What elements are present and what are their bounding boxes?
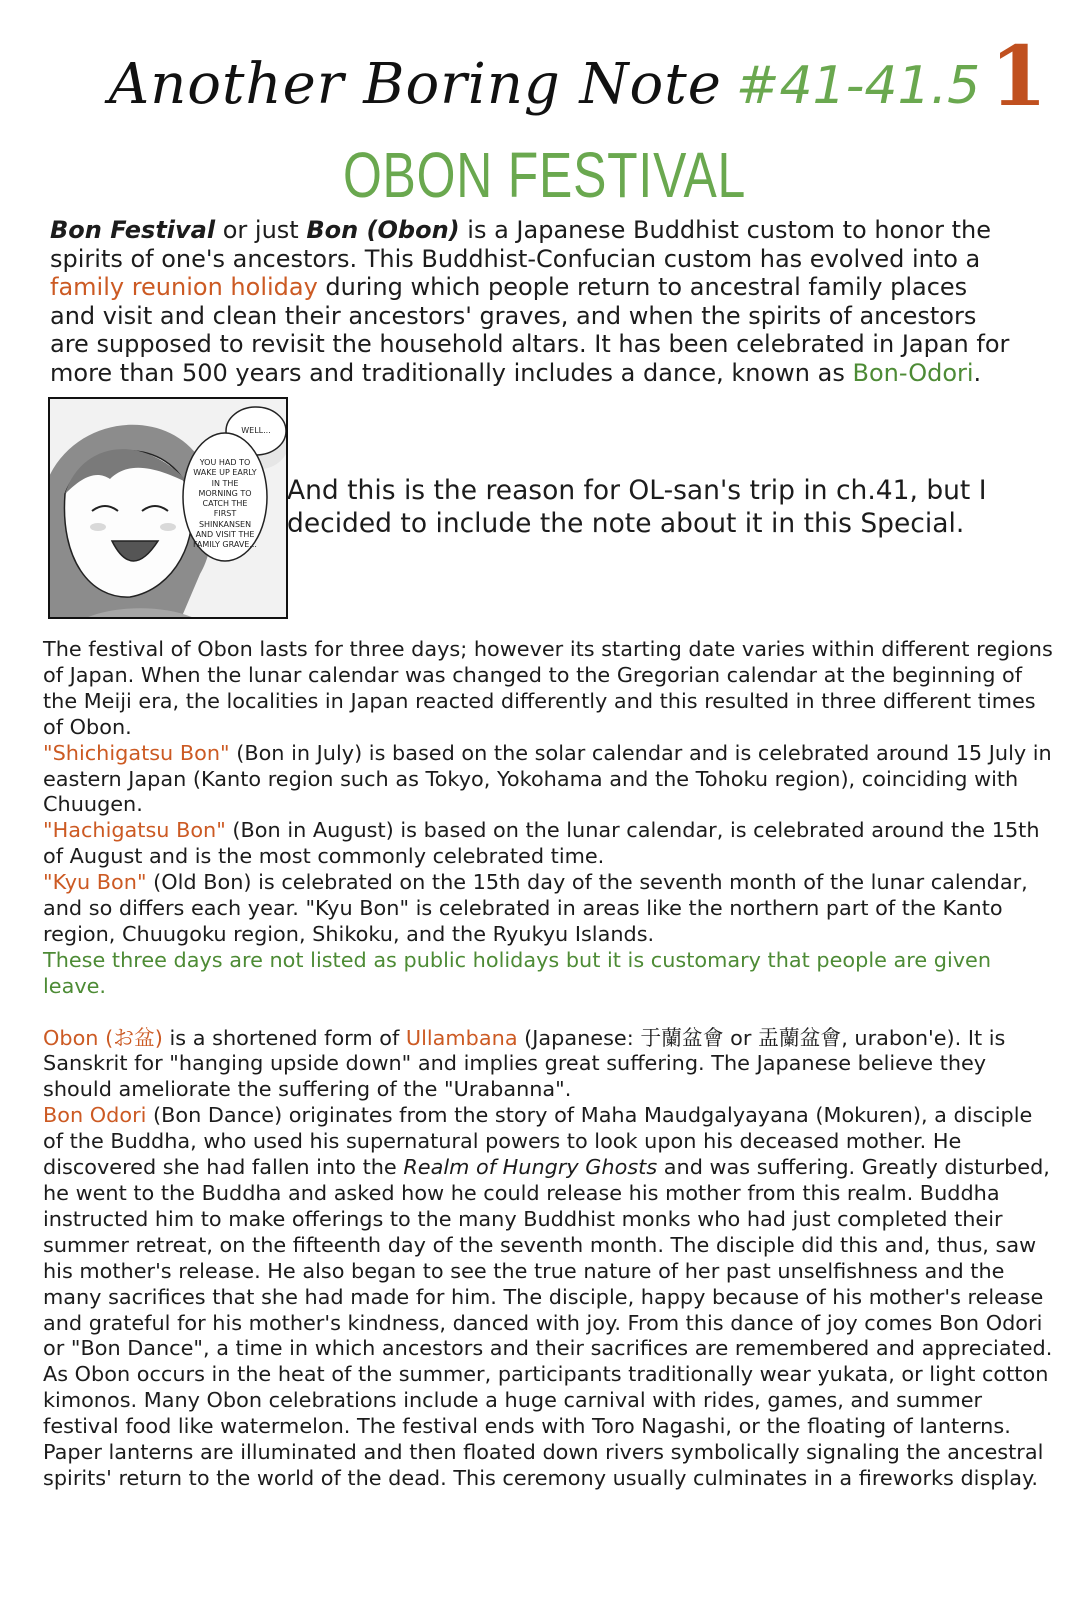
term-kyu-bon: "Kyu Bon" bbox=[43, 870, 147, 895]
body-text bbox=[43, 637, 1053, 1492]
paragraph-kyu-bon: "Kyu Bon" (Old Bon) is celebrated on the 15th day of the seventh month of the lunar calendar, and so differs each year. "Kyu Bon" is celebrated in areas like the northern part of the Kanto region, Chuugoku region, Shikoku, and the Ryukyu Islands. bbox=[43, 870, 1028, 946]
intro-paragraph: Bon Festival or just Bon (Obon) is a Japanese Buddhist custom to honor the spirits of one's ancestors. This Buddhist-Confucian custom has evolved into a family reunion holiday during which people return to ancestral family places and visit and clean their ancestors' graves, and when the spirits of ancestors are supposed to revisit the household altars. It has been celebrated in Japan for more than 500 years and traditionally includes a dance, known as Bon-Odori. bbox=[50, 216, 1010, 387]
term-bon-obon: Bon (Obon) bbox=[306, 216, 460, 244]
paragraph-celebrations: As Obon occurs in the heat of the summer, participants traditionally wear yukata, or light cotton kimonos. Many Obon celebrations include a huge carnival with rides, games, and summer festival food like watermelon. The festival ends with Toro Nagashi, or the floating of lanterns. Paper lanterns are illuminated and then floated down rivers symbolically signaling the ancestral spirits' return to the world of the dead. This ceremony usually culminates in a fireworks display. bbox=[43, 1362, 1049, 1490]
page-number: 1 bbox=[990, 29, 1048, 125]
term-realm-hungry-ghosts: Realm of Hungry Ghosts bbox=[403, 1155, 658, 1180]
term-hachigatsu-bon: "Hachigatsu Bon" bbox=[43, 818, 226, 843]
paragraph-three-days: The festival of Obon lasts for three days; however its starting date varies within different regions of Japan. When the lunar calendar was changed to the Gregorian calendar at the beginning of the Meiji era, the localities in Japan reacted differently and this resulted in three different times of Obon. bbox=[43, 637, 1053, 739]
term-shichigatsu-bon: "Shichigatsu Bon" bbox=[43, 740, 230, 765]
speech-bubble-small: WELL... bbox=[241, 426, 271, 435]
highlight-family-reunion: family reunion holiday bbox=[50, 273, 318, 302]
term-obon: Obon (お盆) bbox=[43, 1025, 163, 1050]
term-bon-odori: Bon-Odori bbox=[852, 358, 974, 387]
paragraph-spacer bbox=[43, 1000, 1053, 1026]
paragraph-hachigatsu: "Hachigatsu Bon" (Bon in August) is based on the lunar calendar, is celebrated around the 15th of August and is the most commonly celebrated time. bbox=[43, 818, 1040, 869]
page-subtitle: OBON FESTIVAL bbox=[342, 139, 747, 211]
title-script: Another Boring Note bbox=[108, 52, 722, 117]
note-title bbox=[0, 52, 1089, 117]
paragraph-shichigatsu: "Shichigatsu Bon" (Bon in July) is based on the solar calendar and is celebrated around 15 July in eastern Japan (Kanto region such as Tokyo, Yokohama and the Tohoku region), coinciding with Chuugen. bbox=[43, 740, 1052, 817]
holiday-note: These three days are not listed as public holidays but it is customary that people are given leave. bbox=[43, 947, 992, 998]
term-bon-festival: Bon Festival bbox=[50, 216, 216, 244]
term-ullambana: Ullambana bbox=[405, 1025, 518, 1050]
paragraph-bon-odori: Bon Odori (Bon Dance) originates from the story of Maha Maudgalyayana (Mokuren), a disciple of the Buddha, who used his supernatural powers to look upon his deceased mother. He discovered she had fallen into the Realm of Hungry Ghosts and was suffering. Greatly disturbed, he went to the Buddha and asked how he could release his mother from this realm. Buddha instructed him to make offerings to the many Buddhist monks who had just completed their summer retreat, on the fifteenth day of the seventh month. The disciple did this and, thus, saw his mother's release. He also began to see the true nature of her past unselfishness and the many sacrifices that she had made for him. The disciple, happy because of his mother's release and grateful for his mother's kindness, danced with joy. From this dance of joy comes Bon Odori or "Bon Dance", a time in which ancestors and their sacrifices are remembered and appreciated. bbox=[43, 1103, 1053, 1361]
title-number: #41-41.5 bbox=[735, 56, 981, 116]
aside-note: And this is the reason for OL-san's trip in ch.41, but I decided to include the note about it in this Special. bbox=[287, 475, 987, 539]
term-bon-odori-dance: Bon Odori bbox=[43, 1103, 147, 1128]
manga-panel bbox=[48, 397, 288, 619]
speech-bubble-large: YOU HAD TO WAKE UP EARLY IN THE MORNING TO CATCH THE FIRST SHINKANSEN AND VISIT THE FAMILY GRAVE... bbox=[193, 458, 257, 550]
paragraph-obon-origin: Obon (お盆) is a shortened form of Ullambana (Japanese: 于蘭盆會 or 盂蘭盆會, urabon'e). It is Sanskrit for "hanging upside down" and implies great suffering. The Japanese believe they should ameliorate the suffering of the "Urabanna". bbox=[43, 1025, 1006, 1102]
